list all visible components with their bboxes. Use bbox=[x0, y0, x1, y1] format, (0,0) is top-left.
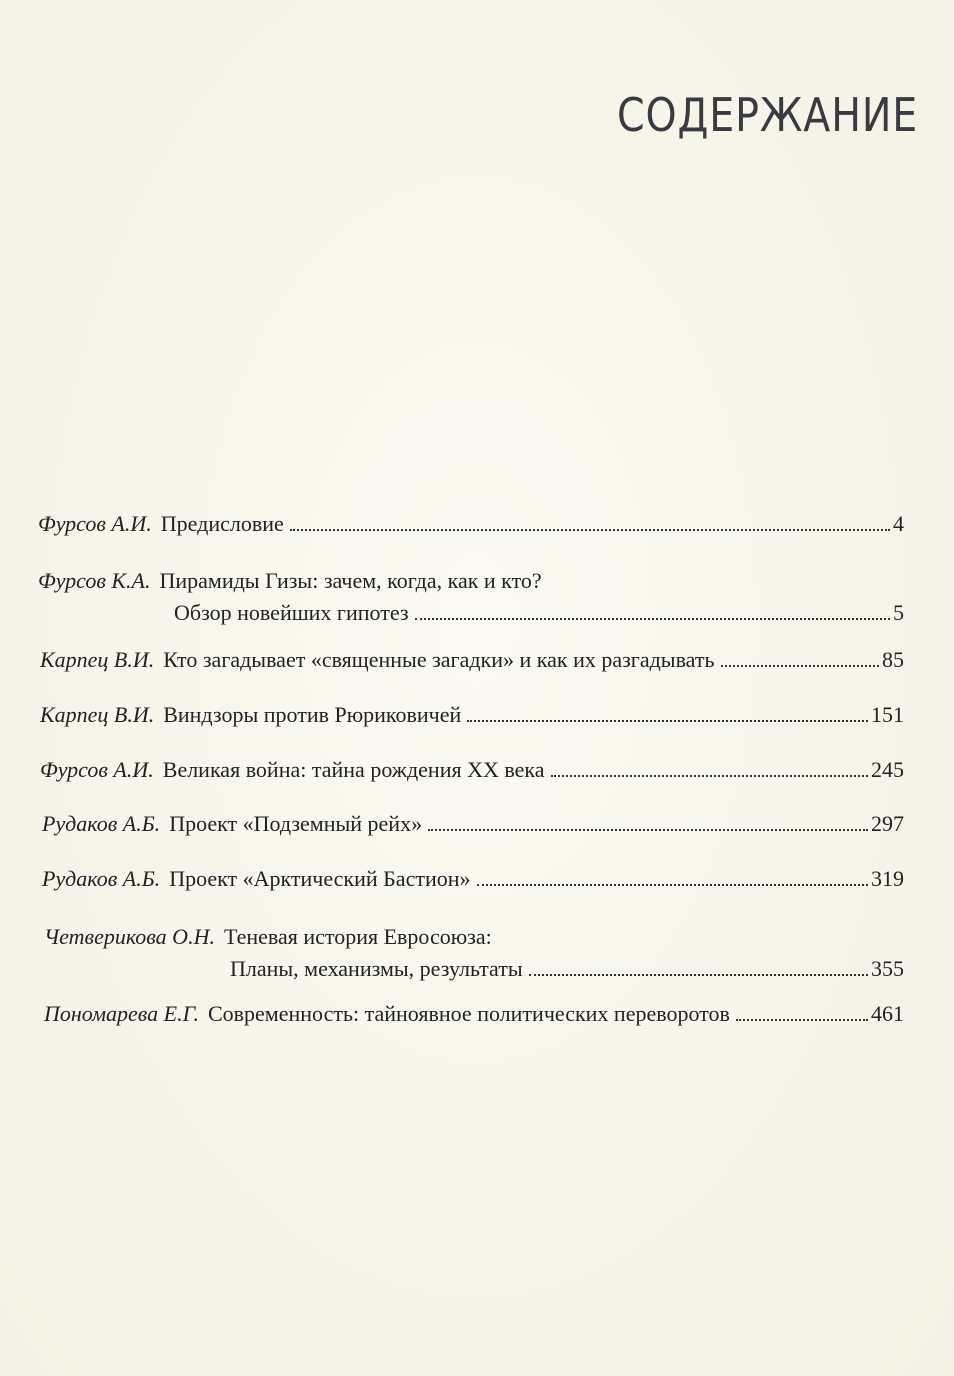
toc-entry bbox=[40, 755, 904, 785]
toc-author: Пономарева Е.Г. bbox=[44, 1001, 199, 1026]
toc-page-number: 245 bbox=[871, 757, 904, 782]
toc-page-number: 355 bbox=[871, 956, 904, 981]
toc-author: Карпец В.И. bbox=[40, 702, 155, 727]
toc-page-number: 297 bbox=[871, 811, 904, 836]
toc-page-number: 461 bbox=[871, 1001, 904, 1026]
toc-page-number: 5 bbox=[893, 600, 904, 625]
toc-title: Теневая история Евросоюза: bbox=[223, 924, 492, 949]
toc-title: Великая война: тайна рождения XX века bbox=[162, 757, 545, 782]
toc-page-number: 4 bbox=[893, 511, 904, 536]
page-title: СОДЕРЖАНИЕ bbox=[616, 88, 918, 142]
toc-author: Карпец В.И. bbox=[40, 647, 155, 672]
toc-entry bbox=[38, 566, 904, 628]
toc-author: Рудаков А.Б. bbox=[42, 811, 161, 836]
dot-leader bbox=[529, 974, 868, 976]
toc-entry bbox=[42, 809, 904, 839]
dot-leader bbox=[467, 720, 868, 722]
toc-author: Фурсов А.И. bbox=[38, 511, 152, 536]
toc-author: Четверикова О.Н. bbox=[44, 924, 215, 949]
toc-entry bbox=[42, 864, 904, 894]
toc-title-continued: Обзор новейших гипотез bbox=[174, 600, 409, 625]
toc-page-number: 85 bbox=[882, 647, 904, 672]
toc-title-continued: Планы, механизмы, результаты bbox=[230, 956, 523, 981]
toc-title: Виндзоры против Рюриковичей bbox=[163, 702, 462, 727]
toc-author: Фурсов К.А. bbox=[38, 568, 151, 593]
toc-title: Пирамиды Гизы: зачем, когда, как и кто? bbox=[159, 568, 542, 593]
toc-title: Проект «Арктический Бастион» bbox=[169, 866, 471, 891]
toc-entry bbox=[38, 509, 904, 539]
dot-leader bbox=[428, 829, 868, 831]
dot-leader bbox=[736, 1019, 868, 1021]
dot-leader bbox=[415, 618, 890, 620]
dot-leader bbox=[721, 665, 879, 667]
toc-author: Рудаков А.Б. bbox=[42, 866, 161, 891]
toc-title: Проект «Подземный рейх» bbox=[169, 811, 423, 836]
dot-leader bbox=[551, 775, 868, 777]
toc-entry bbox=[44, 999, 904, 1029]
dot-leader bbox=[477, 884, 869, 886]
toc-title: Кто загадывает «священные загадки» и как их разгадывать bbox=[163, 647, 715, 672]
toc-page-number: 319 bbox=[871, 866, 904, 891]
toc-entry bbox=[40, 645, 904, 675]
toc-entry bbox=[40, 700, 904, 730]
dot-leader bbox=[290, 529, 890, 531]
toc-author: Фурсов А.И. bbox=[40, 757, 154, 782]
toc-page-number: 151 bbox=[871, 702, 904, 727]
toc-title: Предисловие bbox=[160, 511, 284, 536]
toc-entry bbox=[44, 922, 904, 984]
toc-title: Современность: тайноявное политических переворотов bbox=[207, 1001, 730, 1026]
